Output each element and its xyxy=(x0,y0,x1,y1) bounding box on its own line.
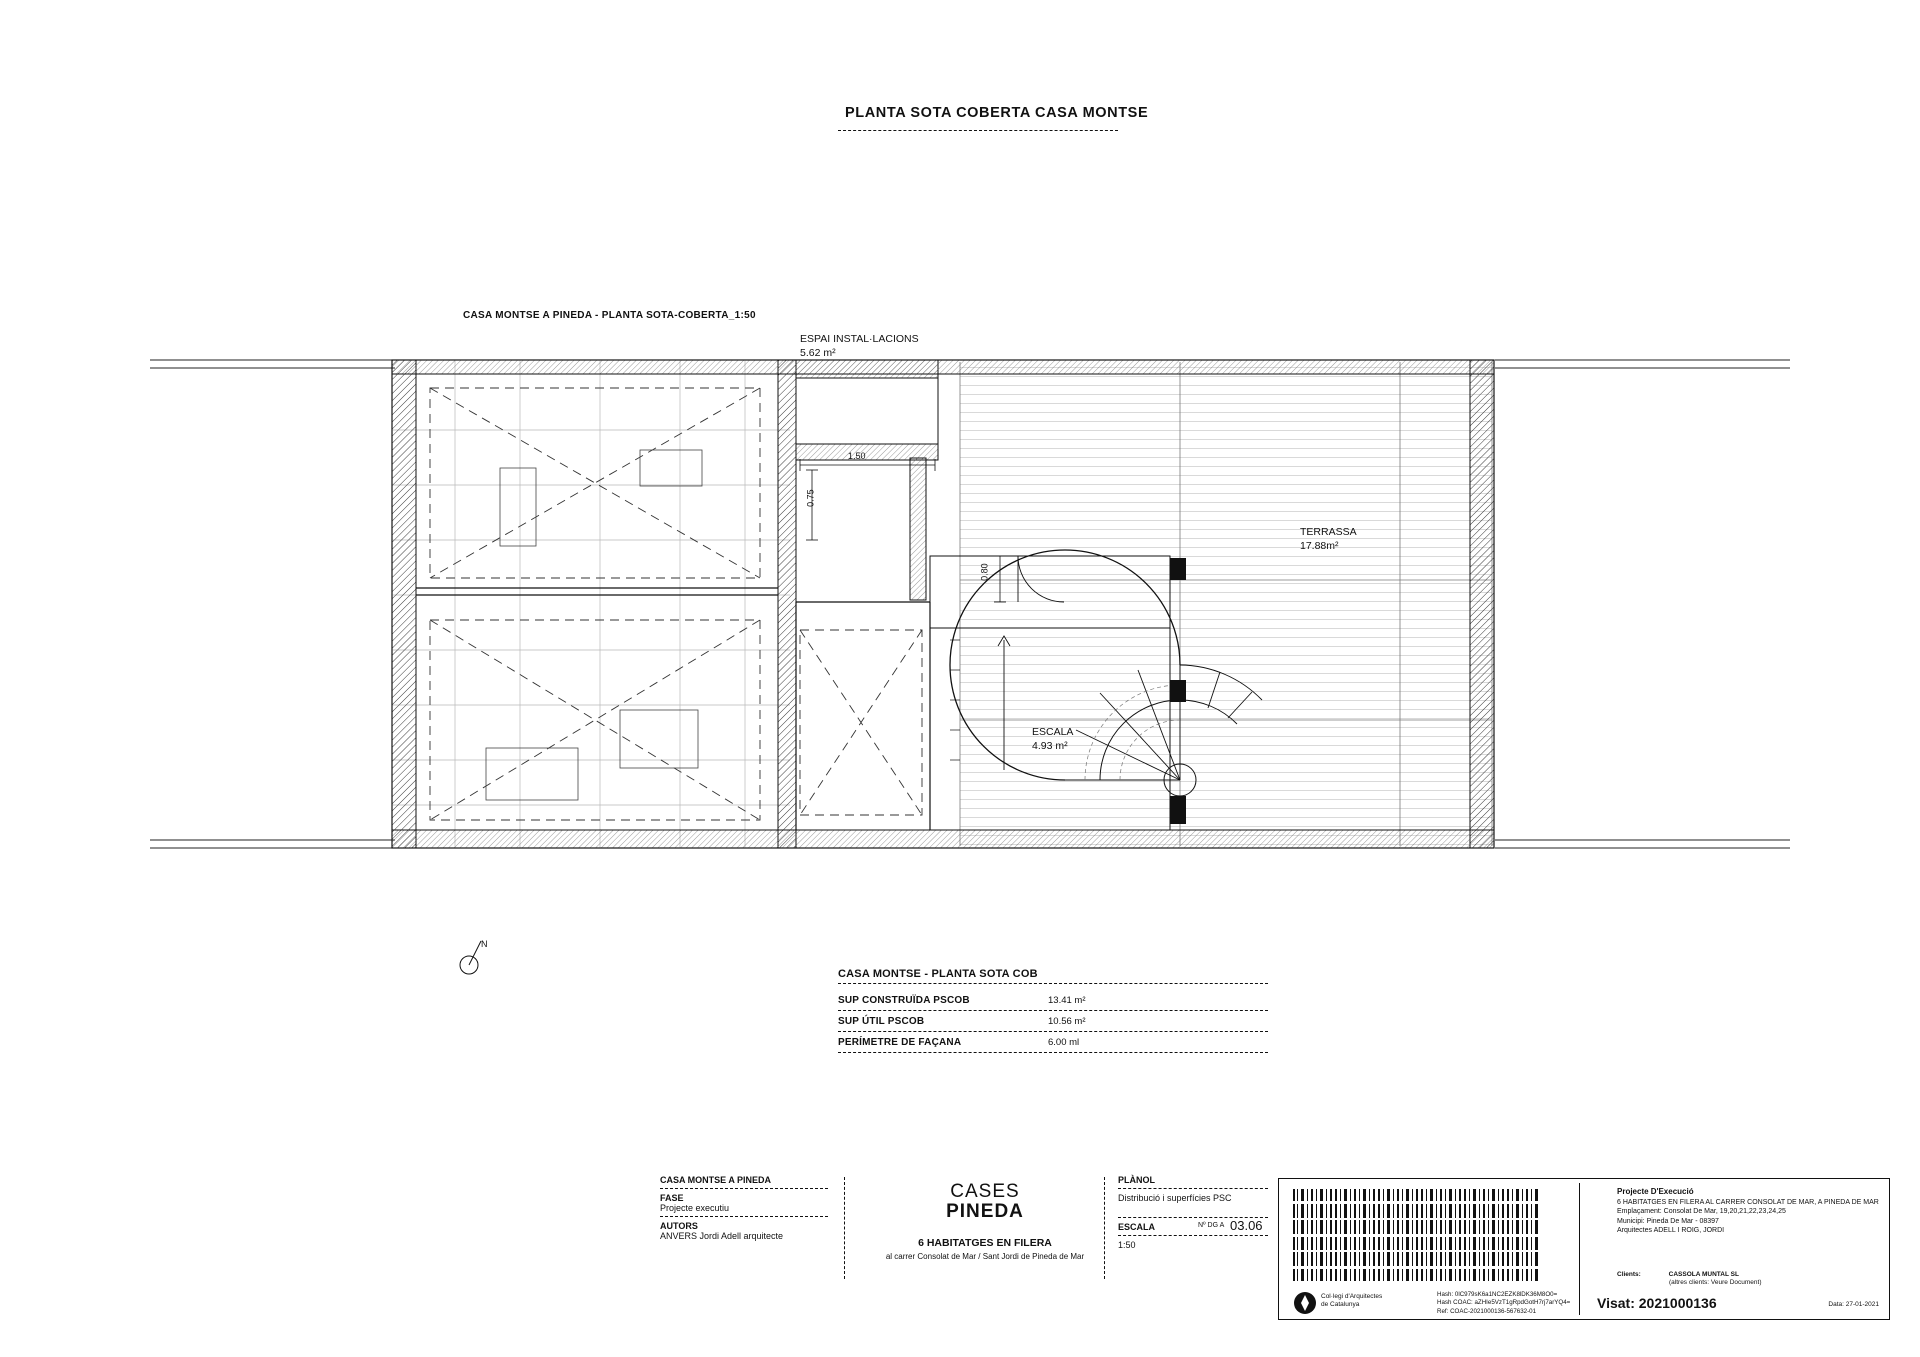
room-label-installations xyxy=(800,332,919,360)
project-subtitle: 6 HABITATGES EN FILERA xyxy=(918,1237,1052,1249)
visat-date: Data: 27-01-2021 xyxy=(1828,1301,1879,1308)
autors-value: ANVERS Jordi Adell arquitecte xyxy=(660,1231,784,1241)
surface-key: SUP CONSTRUÏDA PSCOB xyxy=(838,995,970,1006)
dimension-label-080: 0.80 xyxy=(979,563,990,581)
visa-project-title: Projecte D'Execució xyxy=(1617,1187,1694,1196)
visa-arquitectes: Arquitectes ADELL I ROIG, JORDI xyxy=(1617,1227,1725,1235)
brand-cases: CASES xyxy=(950,1181,1020,1202)
escala-label: ESCALA xyxy=(1118,1222,1156,1232)
visa-stamp-block xyxy=(1278,1178,1890,1320)
coac-label xyxy=(1321,1293,1382,1309)
clients-label: Clients: xyxy=(1617,1271,1641,1278)
planol-label: PLÀNOL xyxy=(1118,1175,1155,1185)
rule xyxy=(660,1188,828,1189)
coac-line-1: Col·legi d'Arquitectes xyxy=(1321,1293,1383,1300)
table-row xyxy=(838,1011,1268,1032)
surface-key: SUP ÚTIL PSCOB xyxy=(838,1016,925,1027)
floor-plan-drawing xyxy=(0,333,1920,900)
surfaces-rule xyxy=(838,983,1268,984)
surface-value: 10.56 m² xyxy=(1048,1016,1086,1027)
coac-line-2: de Catalunya xyxy=(1321,1301,1360,1309)
project-name: CASA MONTSE A PINEDA xyxy=(660,1175,772,1185)
surface-value: 6.00 ml xyxy=(1048,1037,1080,1048)
coac-logo-icon xyxy=(1293,1291,1317,1315)
visa-emplacament: Emplaçament: Consolat De Mar, 19,20,21,22,23,24,25 xyxy=(1617,1208,1786,1216)
visa-separator xyxy=(1579,1183,1580,1315)
project-address: al carrer Consolat de Mar / Sant Jordi de Pineda de Mar xyxy=(885,1252,1085,1261)
interior-partitions xyxy=(416,588,930,830)
visa-municipi: Municipi: Pineda De Mar - 08397 xyxy=(1617,1217,1719,1225)
fase-label: FASE xyxy=(660,1193,684,1203)
dimension-label-150: 1.50 xyxy=(848,451,866,461)
interior-details xyxy=(486,450,702,800)
client-note: (altres clients: Veure Document) xyxy=(1669,1279,1762,1287)
datamatrix-barcode xyxy=(1291,1187,1541,1283)
titleblock-left xyxy=(660,1175,828,1241)
room-label-stair xyxy=(1032,725,1073,753)
surface-value: 13.41 m² xyxy=(1048,995,1086,1006)
title-block xyxy=(660,1175,1263,1285)
hash-line-3: Ref: COAC-2021000136-567632-01 xyxy=(1437,1307,1537,1315)
client-name: CASSOLA MUNTAL SL xyxy=(1668,1271,1739,1278)
plan-caption: CASA MONTSE A PINEDA - PLANTA SOTA-COBERTA_1:50 xyxy=(463,310,756,321)
visa-project-desc: 6 HABITATGES EN FILERA AL CARRER CONSOLAT DE MAR, A PINEDA DE MAR xyxy=(1617,1198,1879,1206)
escala-value: 1:50 xyxy=(1118,1240,1136,1250)
page-title: PLANTA SOTA COBERTA CASA MONTSE xyxy=(845,105,1149,121)
floor-plan-svg xyxy=(0,340,1920,900)
hash-info xyxy=(1437,1291,1570,1316)
surfaces-title: CASA MONTSE - PLANTA SOTA COB xyxy=(838,968,1038,980)
stair-tick-marks xyxy=(950,640,960,760)
planol-value: Distribució i superfícies PSC xyxy=(1118,1193,1232,1203)
surfaces-table xyxy=(838,968,1268,1053)
room-area-stair: 4.93 m² xyxy=(1032,740,1068,753)
surface-key: PERÍMETRE DE FAÇANA xyxy=(838,1037,962,1048)
room-label-terrace xyxy=(1300,525,1357,553)
installation-room xyxy=(796,374,938,444)
hash-line-2: Hash COAC: aZHIe5VzT1gRpdGotH7rj7arYQ4= xyxy=(1437,1299,1571,1307)
visat-number: Visat: 2021000136 xyxy=(1597,1295,1717,1311)
fase-value: Projecte executiu xyxy=(660,1203,730,1213)
room-area-installations: 5.62 m² xyxy=(800,347,836,360)
sheet-number-label: Nº DG A xyxy=(1198,1222,1225,1229)
room-name-terrace: TERRASSA xyxy=(1300,526,1357,538)
roof-grid-left xyxy=(392,360,790,848)
room-name-stair: ESCALA xyxy=(1032,726,1074,738)
table-row xyxy=(838,990,1268,1011)
room-area-terrace: 17.88m² xyxy=(1300,540,1339,553)
brand-pineda: PINEDA xyxy=(946,1201,1024,1222)
terrace-decking xyxy=(960,362,1492,846)
titleblock-right xyxy=(1118,1175,1268,1250)
visa-clients xyxy=(1617,1271,1761,1288)
svg-text:N: N xyxy=(481,939,488,949)
rule xyxy=(1118,1188,1268,1189)
sheet-number-value: 03.06 xyxy=(1230,1218,1263,1233)
visa-project-info xyxy=(1617,1187,1879,1236)
autors-label: AUTORS xyxy=(660,1221,698,1231)
room-name-installations: ESPAI INSTAL·LACIONS xyxy=(800,333,919,345)
titleblock-separator-1 xyxy=(844,1177,845,1279)
north-arrow xyxy=(455,935,495,985)
title-underline xyxy=(838,130,1118,131)
hash-line-1: Hash: 0lC979sK6a1NC2EZK8lDK36M8O0= xyxy=(1437,1291,1558,1298)
dimension-label-075: 0.75 xyxy=(805,489,816,507)
rule xyxy=(660,1216,828,1217)
titleblock-middle xyxy=(860,1175,1110,1261)
rule xyxy=(1118,1235,1268,1236)
table-row xyxy=(838,1032,1268,1053)
